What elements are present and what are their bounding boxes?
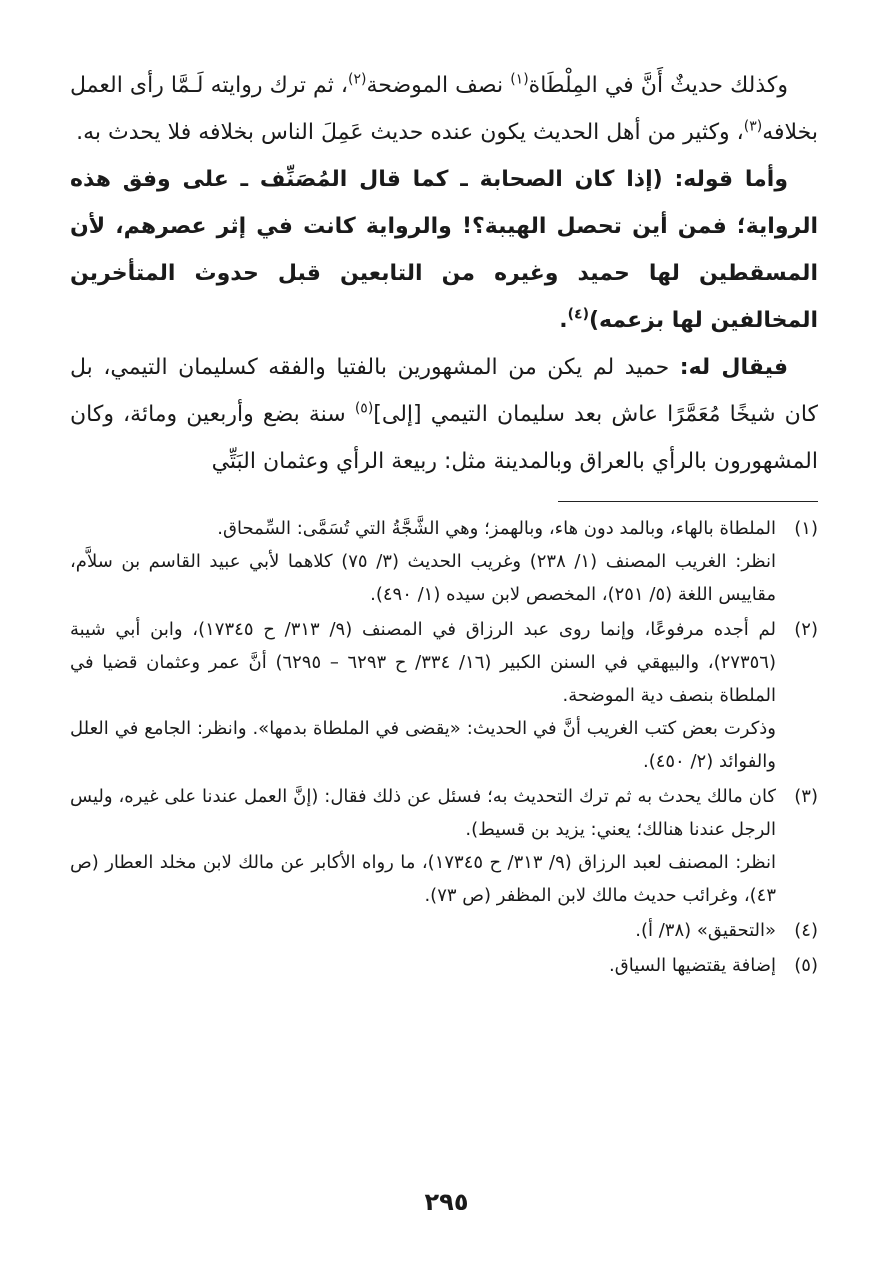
footnotes — [70, 512, 818, 982]
footnote-1 — [70, 512, 818, 611]
footnote-number: (٢) — [794, 619, 818, 640]
footnote-ref-5[interactable]: (٥) — [354, 400, 374, 417]
footnote-body — [70, 914, 776, 947]
footnote-line: انظر: المصنف لعبد الرزاق (٩/ ٣١٣/ ح ١٧٣٤٥)، ما رواه الأكابر عن مالك لابن مخلد العطار (ص ٤٣)، وغرائب حديث مالك لابن المظفر (ص ٧٣). — [70, 852, 776, 906]
footnote-2 — [70, 613, 818, 778]
paragraph-lead: فيقال له: — [679, 355, 788, 380]
footnote-5 — [70, 949, 818, 982]
footnote-number: (٤) — [794, 920, 818, 941]
paragraph-1 — [70, 62, 818, 156]
footnote-ref-2[interactable]: (٢) — [348, 71, 367, 88]
footnote-separator — [558, 501, 818, 502]
footnote-body — [70, 512, 776, 611]
footnote-body — [70, 780, 776, 912]
footnote-line: كان مالك يحدث به ثم ترك التحديث به؛ فسئل عن ذلك فقال: (إنَّ العمل عندنا على غيره، وليس الرجل عندنا هنالك؛ يعني: يزيد بن قسيط). — [70, 786, 776, 840]
text-run: . — [559, 308, 568, 333]
footnote-line: الملطاة بالهاء، وبالمد دون هاء، وبالهمز؛ وهي الشَّجَّةُ التي تُسَمَّى: السِّمحاق. — [217, 518, 776, 539]
footnote-number: (١) — [794, 518, 818, 539]
main-text — [70, 62, 818, 485]
footnote-4 — [70, 914, 818, 947]
footnote-ref-4[interactable]: (٤) — [567, 306, 589, 323]
footnote-line: لم أجده مرفوعًا، وإنما روى عبد الرزاق في المصنف (٩/ ٣١٣/ ح ١٧٣٤٥)، وابن أبي شيبة (٢٧٣٥٦)، والبيهقي في السنن الكبير (١٦/ ٣٣٤/ ح ٦٢٩٣ – ٦٢٩٥) أنَّ عمر وعثمان قضيا في الملطاة بنصف دية الموضحة. — [70, 619, 777, 706]
text-run: وكذلك حديثٌ أَنَّ في المِلْطَاة — [528, 73, 788, 98]
page-number: ٢٩٥ — [424, 1188, 469, 1216]
quoted-statement: وأما قوله: (إذا كان الصحابة ـ كما قال المُصَنِّف ـ على وفق هذه الرواية؛ فمن أين تحصل الهيبة؟! والرواية كانت في إثر عصرهم، لأن المسقطين لها حميد وغيره من التابعين قبل حدوث المتأخرين المخالفين لها بزعمه) — [70, 167, 818, 333]
footnote-3 — [70, 780, 818, 912]
text-run: ، ثم ترك روايته لَـمَّا رأى العمل بخلافه — [70, 73, 818, 145]
text-run: سنة بضع وأربعين ومائة، وكان المشهورون بالرأي بالعراق وبالمدينة مثل: ربيعة الرأي وعثمان البَتِّي — [70, 402, 818, 474]
footnote-ref-3[interactable]: (٣) — [743, 118, 763, 135]
book-page — [70, 62, 818, 984]
footnote-number: (٣) — [794, 786, 818, 807]
footnote-body — [70, 613, 776, 778]
text-run: ، وكثير من أهل الحديث يكون عنده حديث عَمِلَ الناس بخلافه فلا يحدث به. — [76, 120, 744, 145]
footnote-number: (٥) — [794, 955, 818, 976]
text-run: حميد لم يكن من المشهورين بالفتيا والفقه كسليمان التيمي، بل كان شيخًا مُعَمَّرًا عاش بعد سليمان التيمي [إلى] — [70, 355, 819, 427]
text-run: نصف الموضحة — [366, 73, 511, 98]
footnote-line: إضافة يقتضيها السياق. — [609, 955, 776, 976]
footnote-body — [70, 949, 776, 982]
paragraph-3 — [70, 344, 818, 485]
footnote-line: وذكرت بعض كتب الغريب أنَّ في الحديث: «يقضى في الملطاة بدمها». وانظر: الجامع في العلل والفوائد (٢/ ٤٥٠). — [70, 718, 776, 772]
paragraph-2 — [70, 156, 818, 344]
footnote-ref-1[interactable]: (١) — [510, 71, 529, 88]
footnote-line: «التحقيق» (٣٨/ أ). — [635, 920, 776, 941]
footnote-line: انظر: الغريب المصنف (١/ ٢٣٨) وغريب الحديث (٣/ ٧٥) كلاهما لأبي عبيد القاسم بن سلاَّم، مقاييس اللغة (٥/ ٢٥١)، المخصص لابن سيده (١/ ٤٩٠). — [70, 551, 777, 605]
